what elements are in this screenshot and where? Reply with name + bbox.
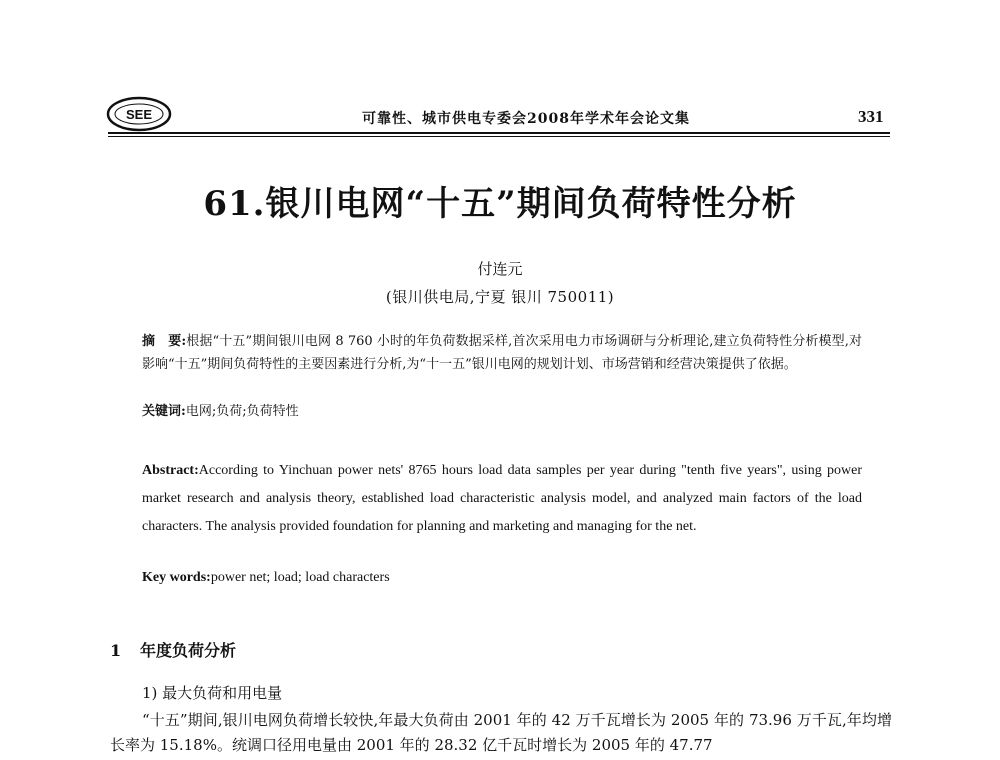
see-logo bbox=[106, 96, 172, 132]
affiliation: (银川供电局,宁夏 银川 750011) bbox=[385, 288, 615, 306]
keywords-zh bbox=[142, 400, 862, 423]
keywords-en-text: power net; load; load characters bbox=[210, 570, 390, 585]
body-paragraph: “十五”期间,银川电网负荷增长较快,年最大负荷由 2001 年的 42 万千瓦增长为 2005 年的 73.96 万千瓦,年均增长率为 15.18%。统调口径用电量由 2001 年的 28.32 亿千瓦时增长为 2005 年的 47.77 bbox=[110, 711, 892, 754]
abstract-zh-text: 根据“十五”期间银川电网 8 760 小时的年负荷数据采样,首次采用电力市场调研与分析理论,建立负荷特性分析模型,对影响“十五”期间负荷特性的主要因素进行分析,为“十一五”银川电网的规划计划、市场营销和经营决策提供了依据。 bbox=[142, 334, 862, 372]
logo-text: SEE bbox=[125, 107, 153, 122]
subsection-heading: 1) 最大负荷和用电量 bbox=[142, 684, 283, 702]
header-rule bbox=[108, 132, 890, 134]
section-title: 年度负荷分析 bbox=[140, 641, 237, 660]
author: 付连元 bbox=[477, 260, 523, 278]
section-heading bbox=[110, 638, 236, 661]
abstract-zh-label: 摘 要: bbox=[142, 334, 187, 349]
keywords-zh-text: 电网;负荷;负荷特性 bbox=[185, 404, 299, 419]
page-number: 331 bbox=[858, 107, 884, 126]
section-number: 1 bbox=[110, 641, 122, 660]
abstract-en-text: According to Yinchuan power nets' 8765 hours load data samples per year during "tenth five years", using power market research and analysis theory, established load characteristic analysis model, and analyzed main factors of the load characters. The analysis provided foundation for planning and marketing and managing for the net. bbox=[142, 463, 862, 534]
abstract-en-label: Abstract: bbox=[142, 463, 199, 478]
header-rule-thin bbox=[108, 136, 890, 137]
keywords-zh-label: 关键词: bbox=[142, 404, 186, 419]
keywords-en bbox=[142, 568, 862, 588]
abstract-en bbox=[142, 457, 862, 541]
keywords-en-label: Key words: bbox=[142, 570, 211, 585]
journal-title: 可靠性、城市供电专委会2008年学术年会论文集 bbox=[362, 111, 690, 127]
paper-title: 61.银川电网“十五”期间负荷特性分析 bbox=[203, 184, 797, 224]
abstract-zh bbox=[142, 330, 862, 376]
